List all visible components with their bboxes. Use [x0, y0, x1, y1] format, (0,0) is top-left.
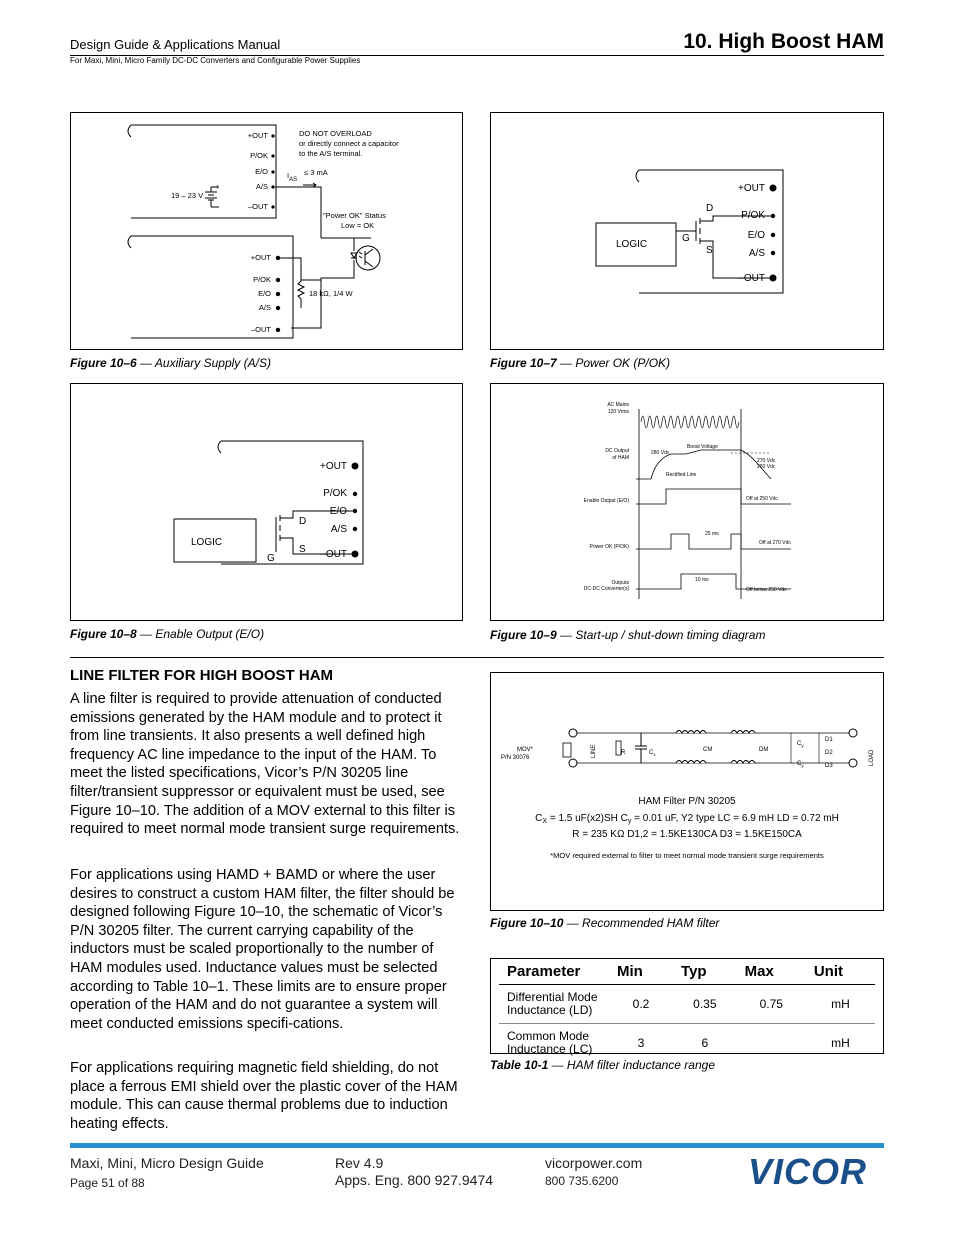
fig10-d2: D2	[825, 750, 833, 756]
row-1-unit: mH	[831, 1036, 850, 1050]
fig8-pin-4: –OUT	[320, 549, 347, 560]
fig10-load: LOAD	[869, 749, 875, 766]
th-unit: Unit	[806, 959, 875, 985]
fig8-pin-1: P/OK	[323, 488, 347, 499]
fig9-row-4-b: DC-DC Converter(s)	[583, 586, 629, 592]
footer-web: vicorpower.com	[545, 1155, 643, 1171]
aux-supply-schematic	[71, 113, 462, 349]
fig9-row-1-b: of HAM	[612, 455, 629, 461]
fig6-resistor: 18 kΩ, 1/4 W	[309, 289, 353, 298]
fig7-g: G	[682, 233, 690, 244]
th-max: Max	[737, 959, 806, 985]
ac-mains-sine	[641, 416, 739, 428]
supply-voltage: 19 – 23 V	[171, 191, 204, 200]
figure-10-7-text: — Power OK (P/OK)	[556, 356, 671, 370]
row-0-typ: 0.35	[673, 985, 737, 1024]
table-row	[499, 985, 875, 1024]
fig10-spec-1	[535, 813, 839, 825]
fig10-spec-2: R = 235 KΩ D1,2 = 1.5KE130CA D3 = 1.5KE150CA	[572, 829, 802, 840]
fig9-boost: Boost Voltage	[687, 444, 718, 450]
row-1-typ: 6	[701, 1036, 709, 1050]
figure-10-10-label: Figure 10–10	[490, 916, 564, 930]
figure-10-9-label: Figure 10–9	[490, 628, 557, 642]
fig10-cy-bottom-subscript: y	[801, 763, 804, 768]
fig6-note-0: DO NOT OVERLOAD	[299, 129, 372, 138]
fig8-pin-3: A/S	[330, 524, 347, 535]
fig9-rectified: Rectified Line	[666, 472, 697, 478]
row-1-max	[737, 1024, 806, 1063]
fig6-current-symbol: I	[287, 171, 290, 180]
fig9-row-4-a: Outputs	[611, 580, 629, 586]
inductance-table-box	[490, 958, 884, 1054]
fig9-offbelow250: Off below 250 Vdc	[746, 587, 787, 593]
fig6-top-pin-3: A/S	[255, 182, 268, 191]
th-min: Min	[609, 959, 673, 985]
fig8-s: S	[299, 544, 306, 555]
fig9-row-2: Enable Output (E/O)	[583, 498, 629, 504]
table-row	[499, 1024, 875, 1063]
fig6-note-2: to the A/S terminal.	[299, 149, 363, 158]
footer-apps: Apps. Eng. 800 927.9474	[335, 1172, 494, 1188]
fig9-row-0-b: 120 Vrms	[607, 409, 629, 415]
figure-10-8-caption	[70, 627, 264, 641]
fig8-pin-2: E/O	[329, 506, 347, 517]
fig7-d: D	[706, 203, 714, 214]
paragraph-3: For applications requiring magnetic field shielding, do not place a ferrous EMI shield over the plastic cover of the HAM module. This can cause thermal problems due to induction heating effects.	[70, 1060, 458, 1132]
fig10-cx	[649, 750, 656, 757]
row-0-max: 0.75	[737, 985, 806, 1024]
fig6-note-1: or directly connect a capacitor	[299, 139, 399, 148]
fig10-spec-cy-text: = 1.5 uF(x2)SH C	[547, 813, 628, 824]
fig9-270: 270 Vdc	[757, 458, 776, 464]
fig9-row-3: Power OK (P/OK)	[589, 544, 629, 550]
footer-guide: Maxi, Mini, Micro Design Guide	[70, 1155, 264, 1171]
fig6-bottom-pin-4: –OUT	[250, 325, 271, 334]
row-0-unit: mH	[806, 985, 875, 1024]
figure-10-6-box	[70, 112, 463, 350]
manual-title: Design Guide & Applications Manual	[70, 37, 281, 52]
fig7-pin-4: –OUT	[738, 273, 765, 284]
ham-filter-schematic	[491, 673, 883, 910]
paragraph-1: A line filter is required to provide attenuation of conducted emissions generated by the HAM module and to protect it from line transients. It also presents a well defined high frequency AC line impedance to the input of the HAM. To meet the listed specifications, Vicor’s P/N 30205 line filter/transient suppressor or equivalent must be used, see Figure 10–10. The addition of a MOV external to this filter is required to meet normal mode transient surge requirements.	[70, 691, 460, 838]
fig10-spec-cx-subscript: X	[542, 818, 548, 825]
footer-rev: Rev 4.9	[335, 1155, 384, 1171]
fig9-off250: Off at 250 Vdc	[746, 496, 778, 502]
figure-10-10-text: — Recommended HAM filter	[563, 916, 720, 930]
fig6-current-limit: ≤ 3 mA	[304, 168, 328, 177]
row-1-param: Common Mode Inductance (LC)	[507, 1029, 593, 1056]
inductance-table	[499, 959, 875, 1062]
fig10-line: LINE	[591, 744, 597, 758]
timing-diagram	[491, 384, 883, 620]
fig10-mov-0: MOV*	[517, 747, 534, 753]
row-0-min: 0.2	[609, 985, 673, 1024]
fig6-bottom-pin-3: A/S	[258, 303, 271, 312]
footer-phone: 800 735.6200	[545, 1174, 619, 1188]
fig10-mov-note: *MOV required external to filter to meet normal mode transient surge requirements	[550, 851, 824, 860]
fig10-cy-top-symbol: C	[797, 741, 802, 747]
section-title: LINE FILTER FOR HIGH BOOST HAM	[70, 667, 334, 684]
fig10-cy-bottom	[797, 761, 804, 768]
fig10-cx-subscript: x	[653, 752, 656, 757]
fig6-top-pin-0: +OUT	[247, 131, 268, 140]
table-10-1-caption	[490, 1058, 715, 1072]
fig9-25ms: 25 ms	[705, 531, 719, 537]
table-header-row	[499, 959, 875, 985]
manual-subtitle: For Maxi, Mini, Micro Family DC-DC Converters and Configurable Power Supplies	[70, 56, 361, 65]
fig9-row-1-a: DC Output	[605, 448, 629, 454]
battery-plus: +	[215, 182, 220, 191]
figure-10-9-box	[490, 383, 884, 621]
fig10-cy-top	[797, 741, 804, 748]
fig6-bottom-pin-1: P/OK	[253, 275, 271, 284]
fig8-d: D	[299, 516, 307, 527]
fig9-row-0-a: AC Mains	[607, 402, 629, 408]
fig9-280: 280 Vdc	[651, 450, 670, 456]
fig10-cy-bottom-symbol: C	[797, 761, 802, 767]
fig8-pin-0: +OUT	[320, 461, 347, 472]
figure-10-9-text: — Start-up / shut-down timing diagram	[556, 628, 766, 642]
fig8-g: G	[267, 553, 275, 564]
fig10-spec-cx: C	[535, 813, 543, 824]
figure-10-10-caption	[490, 916, 719, 930]
figure-10-6-label: Figure 10–6	[70, 356, 137, 370]
fig6-top-pin-2: E/O	[255, 167, 268, 176]
fig7-pin-2: E/O	[747, 230, 765, 241]
fig10-cy-top-subscript: y	[801, 743, 804, 748]
figure-10-8-label: Figure 10–8	[70, 627, 137, 641]
fig10-mov-1: P/N 30076	[501, 755, 530, 761]
fig6-bottom-pin-0: +OUT	[250, 253, 271, 262]
fig10-d3: D3	[825, 763, 833, 769]
fig8-logic: LOGIC	[191, 537, 223, 548]
fig10-cm: CM	[703, 747, 713, 753]
figure-10-9-caption	[490, 628, 765, 642]
chapter-title: 10. High Boost HAM	[683, 30, 884, 53]
footer-accent-bar	[70, 1143, 884, 1148]
enable-output-schematic	[71, 384, 462, 620]
fig10-spec-rest: = 0.01 uF, Y2 type LC = 6.9 mH LD = 0.72 mH	[631, 813, 839, 824]
footer-page: Page 51 of 88	[70, 1176, 145, 1190]
fig6-status-0: "Power OK" Status	[323, 211, 386, 220]
row-0-param: Differential Mode Inductance (LD)	[499, 985, 609, 1024]
fig6-top-pin-1: P/OK	[250, 151, 268, 160]
figure-10-7-box	[490, 112, 884, 350]
figure-10-8-box	[70, 383, 463, 621]
figure-10-7-caption	[490, 356, 670, 370]
fig7-pin-3: A/S	[748, 248, 765, 259]
fig9-10ms: 10 ms	[695, 577, 709, 583]
fig6-current	[287, 171, 297, 183]
figure-10-6-caption	[70, 356, 271, 370]
fig7-s: S	[706, 245, 713, 256]
figure-10-6-text: — Auxiliary Supply (A/S)	[136, 356, 271, 370]
section-rule	[70, 657, 884, 658]
fig9-off270: Off at 270 Vdc	[759, 540, 791, 546]
paragraph-2: For applications using HAMD + BAMD or where the user desires to construct a custom HAM filter, the filter should be designed following Figure 10–10, the schematic of Vicor’s P/N 30205 filter. The current carrying capability of the inductors must be scaled proportionally to the number of HAM modules used. Inductance values must be selected according to Table 10–1. These limits are to ensure proper operation of the HAM and do not guarantee a system will meet conducted emissions specifi-cations.	[70, 867, 455, 1032]
fig10-d1: D1	[825, 737, 833, 743]
fig10-r: R	[621, 750, 626, 756]
fig10-spec-cy-subscript: y	[627, 818, 632, 825]
table-10-1-text: — HAM filter inductance range	[548, 1058, 715, 1072]
fig7-logic: LOGIC	[616, 239, 648, 250]
vicor-logo: VICOR	[748, 1151, 868, 1192]
ac-mains-waveform	[641, 416, 739, 428]
fig10-dm: DM	[759, 747, 769, 753]
figure-10-7-label: Figure 10–7	[490, 356, 557, 370]
fig10-cx-symbol: C	[649, 750, 654, 756]
th-typ: Typ	[673, 959, 737, 985]
figure-10-10-box	[490, 672, 884, 911]
fig6-top-pin-4: –OUT	[247, 202, 268, 211]
fig6-status-1: Low = OK	[341, 221, 375, 230]
fig9-250: 250 Vdc	[757, 464, 776, 470]
fig7-pin-1: P/OK	[741, 210, 765, 221]
th-parameter: Parameter	[499, 959, 609, 985]
fig7-pin-0: +OUT	[738, 183, 765, 194]
row-1-min: 3	[637, 1036, 645, 1050]
fig10-filter-pn: HAM Filter P/N 30205	[638, 796, 736, 807]
fig6-current-subscript: AS	[289, 177, 298, 183]
table-10-1-label: Table 10-1	[490, 1058, 549, 1072]
power-ok-schematic	[491, 113, 883, 349]
fig6-bottom-pin-2: E/O	[258, 289, 271, 298]
figure-10-8-text: — Enable Output (E/O)	[136, 627, 265, 641]
